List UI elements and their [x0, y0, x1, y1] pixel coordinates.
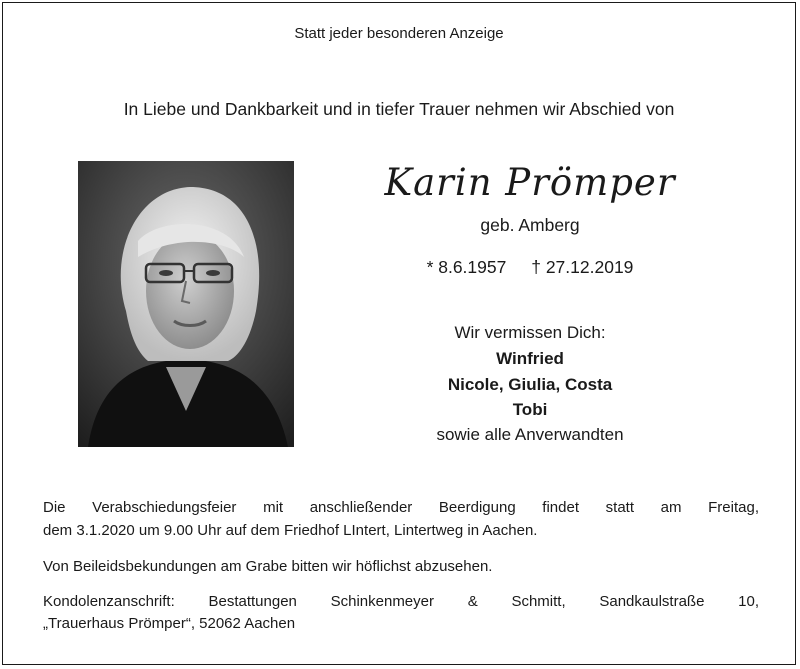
address-line-2: „Trauerhaus Prömper“, 52062 Aachen	[43, 615, 296, 632]
death-date: † 27.12.2019	[531, 257, 634, 277]
missed-intro: Wir vermissen Dich:	[454, 323, 606, 342]
deceased-name: Karin Prömper	[384, 161, 676, 204]
life-dates	[365, 257, 695, 278]
pre-heading: Statt jeder besonderen Anzeige	[294, 25, 504, 42]
relatives-line: sowie alle Anverwandten	[436, 425, 624, 444]
main-heading: In Liebe und Dankbarkeit und in tiefer Trauer nehmen wir Abschied von	[123, 99, 675, 119]
condolence-note: Von Beileidsbekundungen am Grabe bitten wir höflichst abzusehen.	[43, 558, 493, 575]
birth-date: * 8.6.1957	[426, 257, 507, 277]
mourner-name: Nicole, Giulia, Costa	[447, 375, 613, 394]
portrait-image	[78, 161, 294, 447]
address-line-1: Kondolenzanschrift: Bestattungen Schinkenmeyer & Schmitt, Sandkaulstraße 10,	[43, 593, 759, 610]
ceremony-line-2: dem 3.1.2020 um 9.00 Uhr auf dem Friedhof LIntert, Lintertweg in Aachen.	[43, 522, 538, 539]
mourner-name: Tobi	[512, 400, 548, 419]
mourner-name: Winfried	[496, 349, 564, 368]
portrait-photo	[78, 161, 294, 447]
maiden-name: geb. Amberg	[480, 215, 580, 235]
obituary-card	[2, 2, 796, 665]
ceremony-line-1: Die Verabschiedungsfeier mit anschließender Beerdigung findet statt am Freitag,	[43, 499, 759, 516]
